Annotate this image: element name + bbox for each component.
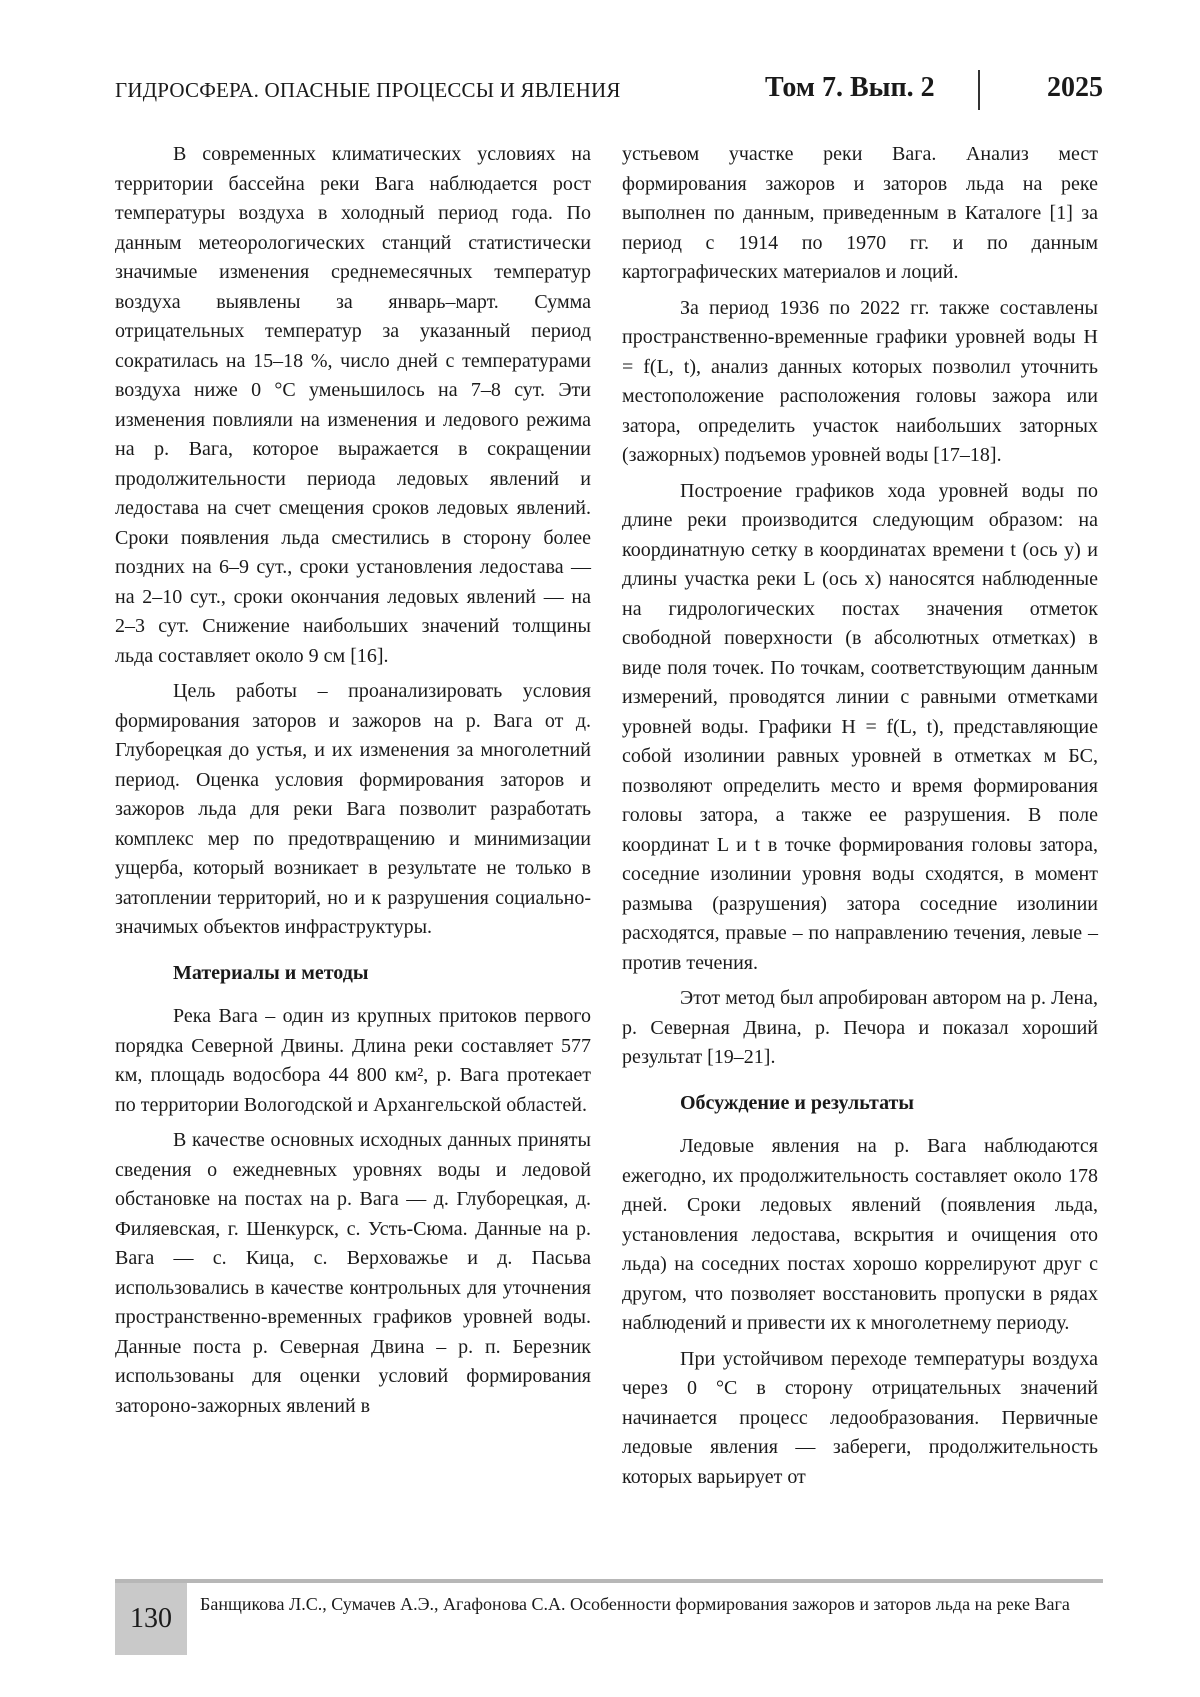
section-heading-results: Обсуждение и результаты: [680, 1091, 914, 1114]
paragraph: За период 1936 по 2022 гг. также составлены пространственно-временные графики уровней воды H = f(L, t), анализ данных которых позволил уточнить местоположение расположения головы зажора или затора, определить участок наибольших заторных (зажорных) подъемов уровней воды [17–18].: [622, 296, 1098, 466]
paragraph: устьевом участке реки Вага. Анализ мест формирования зажоров и заторов льда на реке выполнен по данным, приведенным в Каталоге [1] за период с 1914 по 1970 гг. и по данным картографических материалов и лоций.: [622, 143, 1098, 283]
right-column: [622, 140, 1098, 1498]
paragraph: Цель работы – проанализировать условия формирования заторов и зажоров на р. Вага от д. Глуборецкая до устья, и их изменения за многолетний период. Оценка условия формирования заторов и зажоров льда для реки Вага позволит разработать комплекс мер по предотвращению и минимизации ущерба, который возникает в результате не только в затоплении территорий, но и к разрушения социально-значимых объектов инфраструктуры.: [115, 680, 591, 938]
paragraph: Построение графиков хода уровней воды по длине реки производится следующим образом: на координатную сетку в координатах времени t (ось y) и длины участка реки L (ось x) наносятся наблюденные на гидрологических постах значения отметок свободной поверхности (в абсолютных отметках) в виде поля точек. По точкам, соответствующим данным измерений, проводятся линии с равными отметками уровней воды. Графики H = f(L, t), представляющие собой изолинии равных уровней в отметках м БС, позволяют определить место и время формирования головы затора, а также ее разрушения. В поле координат L и t в точке формирования головы затора, соседние изолинии уровня воды сходятся, в момент размыва (разрушения) затора соседние изолинии расходятся, правые – по направлению течения, левые – против течения.: [622, 479, 1098, 974]
publication-year: 2025: [1047, 72, 1103, 103]
paragraph: Ледовые явления на р. Вага наблюдаются ежегодно, их продолжительность составляет около 178 дней. Сроки ледовых явлений (появления льда, установления ледостава, вскрытия и очищения ото льда) на соседних постах хорошо коррелируют друг с другом, что позволяет восстановить пропуски в рядах наблюдений и привести их к многолетнему периоду.: [622, 1135, 1098, 1334]
page-number-box: [115, 1583, 187, 1655]
footer-citation: Банщикова Л.С., Сумачев А.Э., Агафонова С.А. Особенности формирования зажоров и заторов льда на реке Вага: [200, 1594, 1070, 1614]
paragraph: Река Вага – один из крупных притоков первого порядка Северной Двины. Длина реки составляет 577 км, площадь водосбора 44 800 км², р. Вага протекает по территории Вологодской и Архангельской областей.: [115, 1005, 591, 1116]
paragraph: Этот метод был апробирован автором на р. Лена, р. Северная Двина, р. Печора и показал хороший результат [19–21].: [622, 987, 1098, 1068]
section-heading-methods: Материалы и методы: [173, 961, 369, 984]
volume-issue: Том 7. Вып. 2: [765, 72, 935, 103]
journal-title: ГИДРОСФЕРА. ОПАСНЫЕ ПРОЦЕССЫ И ЯВЛЕНИЯ: [115, 78, 621, 102]
paragraph: В современных климатических условиях на территории бассейна реки Вага наблюдается рост температуры воздуха в холодный период года. По данным метеорологических станций статистически значимые изменения среднемесячных температур воздуха выявлены за январь–март. Сумма отрицательных температур за указанный период сократилась на 15–18 %, число дней с температурами воздуха ниже 0 °C уменьшилось на 7–8 сут. Эти изменения повлияли на изменения и ледового режима на р. Вага, которое выражается в сокращении продолжительности периода ледовых явлений и ледостава на счет смещения сроков ледовых явлений. Сроки появления льда сместились в сторону более поздних на 6–9 сут., сроки установления ледостава — на 2–10 сут., сроки окончания ледовых явлений — на 2–3 сут. Снижение наибольших значений толщины льда составляет около 9 см [16].: [115, 143, 591, 667]
running-header: [115, 72, 1103, 112]
paragraph: При устойчивом переходе температуры воздуха через 0 °C в сторону отрицательных значений начинается процесс ледообразования. Первичные ледовые явления — забереги, продолжительность которых варьирует от: [622, 1347, 1098, 1488]
left-column: [115, 140, 591, 1427]
footer-rule: [115, 1579, 1103, 1583]
header-separator: [978, 70, 980, 110]
paragraph: В качестве основных исходных данных приняты сведения о ежедневных уровнях воды и ледовой обстановке на постах на р. Вага — д. Глуборецкая, д. Филяевская, г. Шенкурск, с. Усть-Сюма. Данные на р. Вага — с. Кица, с. Верховажье и д. Пасьва использовались в качестве контрольных для уточнения пространственно-временных графиков уровней воды. Данные поста р. Северная Двина – р. п. Березник использованы для оценки условий формирования затороно-зажорных явлений в: [115, 1129, 591, 1417]
page-number: 130: [130, 1603, 172, 1634]
